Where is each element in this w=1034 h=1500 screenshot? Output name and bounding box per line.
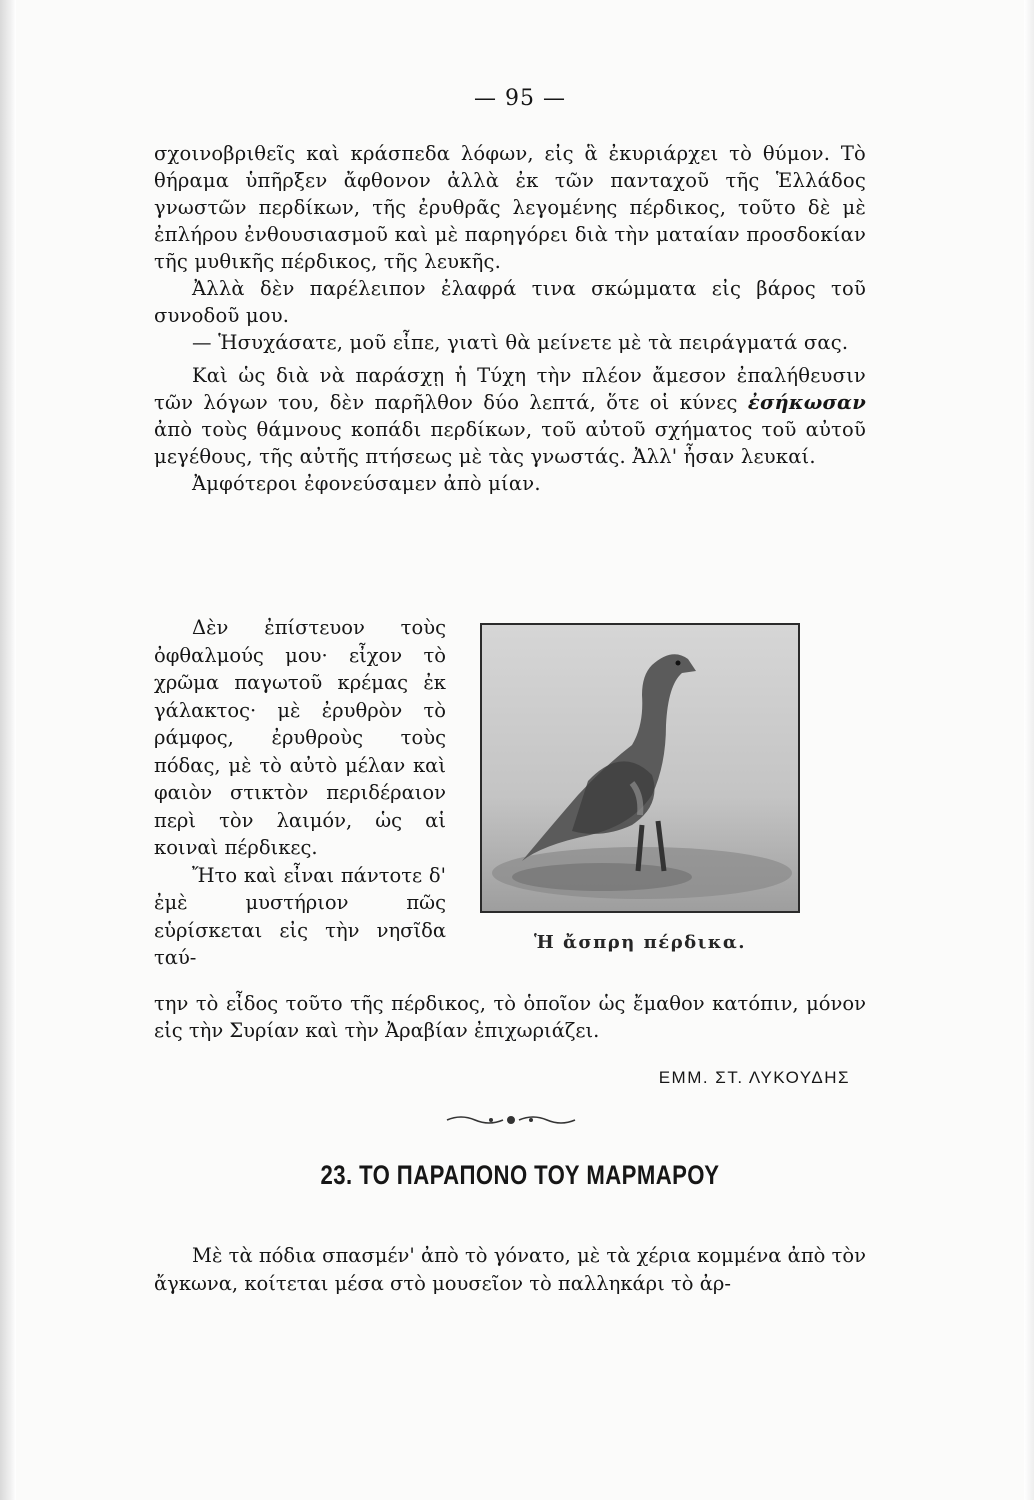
- ornament-divider-icon: [441, 1110, 581, 1130]
- page-edge: [1024, 0, 1034, 1500]
- paragraph-7-end: την τὸ εἶδος τοῦτο τῆς πέρδικος, τὸ ὁποῖον ὡς ἔμαθον κατόπιν, μόνον εἰς τὴν Συρίαν καὶ τὴν Ἀραβίαν ἐπιχωριάζει.: [154, 992, 866, 1042]
- paragraph-5: Ἀμφότεροι ἐφονεύσαμεν ἀπὸ μίαν.: [192, 472, 541, 495]
- main-text-block: [154, 140, 866, 497]
- paragraph-4-text: Καὶ ὡς διὰ νὰ παράσχῃ ἡ Τύχη τὴν πλέον ἄμεσον ἐπαλήθευσιν τῶν λόγων του, δὲν παρῆλθον δύο λεπτά, ὅτε οἱ κύνες: [154, 364, 866, 414]
- wrapped-text-column: [154, 614, 446, 972]
- lower-text-block: [154, 990, 866, 1044]
- white-partridge-image: [482, 625, 798, 911]
- partridge-photo: [480, 623, 800, 913]
- author-signature: ΕΜΜ. ΣΤ. ΛΥΚΟΥΔΗΣ: [658, 1068, 850, 1087]
- page-number: — 95 —: [474, 86, 566, 111]
- book-page: [16, 0, 1024, 1500]
- paragraph-4-text-end: ἀπὸ τοὺς θάμνους κοπάδι περδίκων, τοῦ αὐτοῦ σχήματος τοῦ αὐτοῦ μεγέθους, τῆς αὐτῆς πτήσεως μὲ τὰς γνωστάς. Ἀλλ' ἦσαν λευκαί.: [154, 418, 866, 468]
- section-title: 23. ΤΟ ΠΑΡΑΠΟΝΟ ΤΟΥ ΜΑΡΜΑΡΟΥ: [320, 1160, 720, 1190]
- paragraph-3: — Ἡσυχάσατε, μοῦ εἶπε, γιατὶ θὰ μείνετε μὲ τὰ πειράγματά σας.: [192, 331, 849, 354]
- paragraph-7-start: Ἤτο καὶ εἶναι πάντοτε δ' ἐμὲ μυστήριον πῶς εὑρίσκεται εἰς τὴν νησῖδα ταύ-: [154, 863, 446, 969]
- final-text-block: [154, 1242, 866, 1298]
- paragraph-2: Ἀλλὰ δὲν παρέλειπον ἐλαφρά τινα σκώμματα εἰς βάρος τοῦ συνοδοῦ μου.: [154, 277, 866, 327]
- figure-caption: Ἡ ἄσπρη πέρδικα.: [534, 932, 746, 953]
- paragraph-4: [154, 362, 866, 470]
- emphasized-word: ἐσήκωσαν: [747, 391, 866, 414]
- binding-shadow: [0, 0, 16, 1500]
- paragraph-1: σχοινοβριθεῖς καὶ κράσπεδα λόφων, εἰς ἃ ἐκυριάρχει τὸ θύμον. Τὸ θήραμα ὑπῆρξεν ἄφθονον ἀλλὰ ἐκ τῶν πανταχοῦ τῆς Ἑλλάδος γνωστῶν περδίκων, τῆς ἐρυθρᾶς λεγομένης πέρδικος, τοῦτο δὲ μὲ ἐπλήρου ἐνθουσιασμοῦ καὶ μὲ παρηγόρει διὰ τὴν ματαίαν προσδοκίαν τῆς μυθικῆς πέρδικος, τῆς λευκῆς.: [154, 142, 866, 273]
- paragraph-8: Μὲ τὰ πόδια σπασμέν' ἀπὸ τὸ γόνατο, μὲ τὰ χέρια κομμένα ἀπὸ τὸν ἄγκωνα, κοίτεται μέσα στὸ μουσεῖον τὸ παλληκάρι τὸ ἀρ-: [154, 1244, 866, 1295]
- paragraph-6: Δὲν ἐπίστευον τοὺς ὀφθαλμούς μου· εἶχον τὸ χρῶμα παγωτοῦ κρέμας ἐκ γάλακτος· μὲ ἐρυθρὸν τὸ ράμφος, ἐρυθροὺς τοὺς πόδας, μὲ τὸ αὐτὸ μέλαν καὶ φαιὸν στικτὸν περιδέραιον περὶ τὸν λαιμόν, ὡς αἱ κοιναὶ πέρδικες.: [154, 616, 446, 859]
